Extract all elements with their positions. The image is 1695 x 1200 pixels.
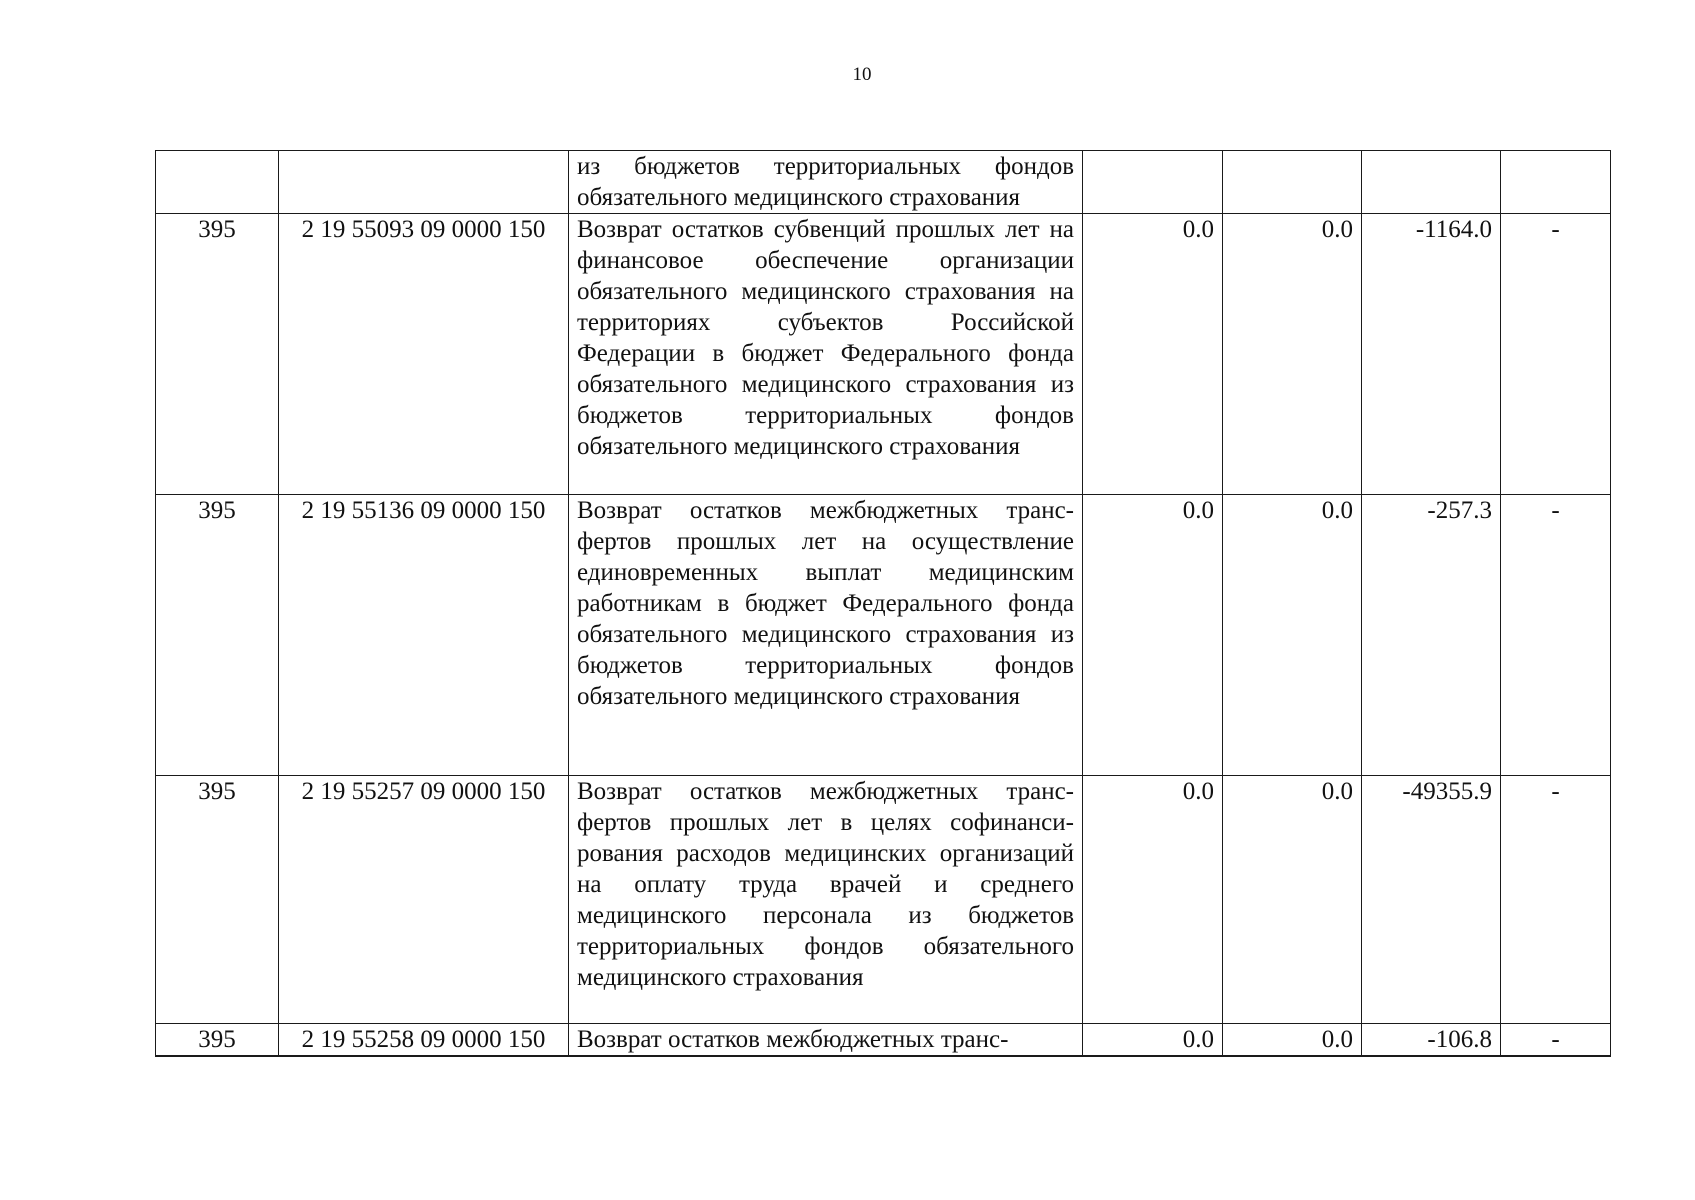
value-cell-3: -1164.0 [1362, 214, 1501, 495]
table-row [156, 214, 1611, 495]
value-cell-2: 0.0 [1223, 495, 1362, 776]
admin-code-cell: 395 [156, 776, 279, 1024]
value-cell-4: - [1501, 495, 1611, 776]
value-cell-1: 0.0 [1083, 495, 1223, 776]
value-cell-4 [1501, 151, 1611, 214]
budget-classification-code-cell: 2 19 55136 09 0000 150 [279, 495, 569, 776]
value-cell-2: 0.0 [1223, 1024, 1362, 1057]
value-cell-3: -106.8 [1362, 1024, 1501, 1057]
income-description-cell: Возврат остатков межбюджетных транс- [569, 1024, 1083, 1057]
value-cell-4: - [1501, 776, 1611, 1024]
value-cell-3: -257.3 [1362, 495, 1501, 776]
value-cell-1 [1083, 151, 1223, 214]
value-cell-3: -49355.9 [1362, 776, 1501, 1024]
page-number: 10 [852, 64, 872, 85]
table-row [156, 495, 1611, 776]
budget-table [155, 150, 1611, 1057]
table-row [156, 1024, 1611, 1057]
value-cell-2 [1223, 151, 1362, 214]
value-cell-2: 0.0 [1223, 214, 1362, 495]
admin-code-cell: 395 [156, 1024, 279, 1057]
income-description-cell: Возврат остатков субвенций прошлых лет на финансовое обеспечение организации обязательного медицинского страхования на территориях субъектов Российской Федерации в бюджет Федерального фонда обязательного медицинского страхования из бюджетов территориальных фондов обязательного медицинского страхования [569, 214, 1083, 495]
value-cell-1: 0.0 [1083, 776, 1223, 1024]
value-cell-4: - [1501, 1024, 1611, 1057]
income-description-cell: Возврат остатков межбюджетных трансфертов прошлых лет в целях софинансирования расходов медицинских организаций на оплату труда врачей и среднего медицинского персонала из бюджетов территориальных фондов обязательного медицинского страхования [569, 776, 1083, 1024]
value-cell-1: 0.0 [1083, 214, 1223, 495]
value-cell-4: - [1501, 214, 1611, 495]
table-row [156, 776, 1611, 1024]
budget-classification-code-cell: 2 19 55258 09 0000 150 [279, 1024, 569, 1057]
value-cell-2: 0.0 [1223, 776, 1362, 1024]
income-description-cell: из бюджетов территориальных фондов обязательного медицинского страхования [569, 151, 1083, 214]
admin-code-cell: 395 [156, 214, 279, 495]
budget-classification-code-cell: 2 19 55093 09 0000 150 [279, 214, 569, 495]
value-cell-1: 0.0 [1083, 1024, 1223, 1057]
admin-code-cell [156, 151, 279, 214]
income-description-cell: Возврат остатков межбюджетных трансфертов прошлых лет на осуществление единовременных выплат медицинским работникам в бюджет Федерального фонда обязательного медицинского страхования из бюджетов территориальных фондов обязательного медицинского страхования [569, 495, 1083, 776]
value-cell-3 [1362, 151, 1501, 214]
admin-code-cell: 395 [156, 495, 279, 776]
table-row [156, 151, 1611, 214]
budget-classification-code-cell [279, 151, 569, 214]
budget-classification-code-cell: 2 19 55257 09 0000 150 [279, 776, 569, 1024]
